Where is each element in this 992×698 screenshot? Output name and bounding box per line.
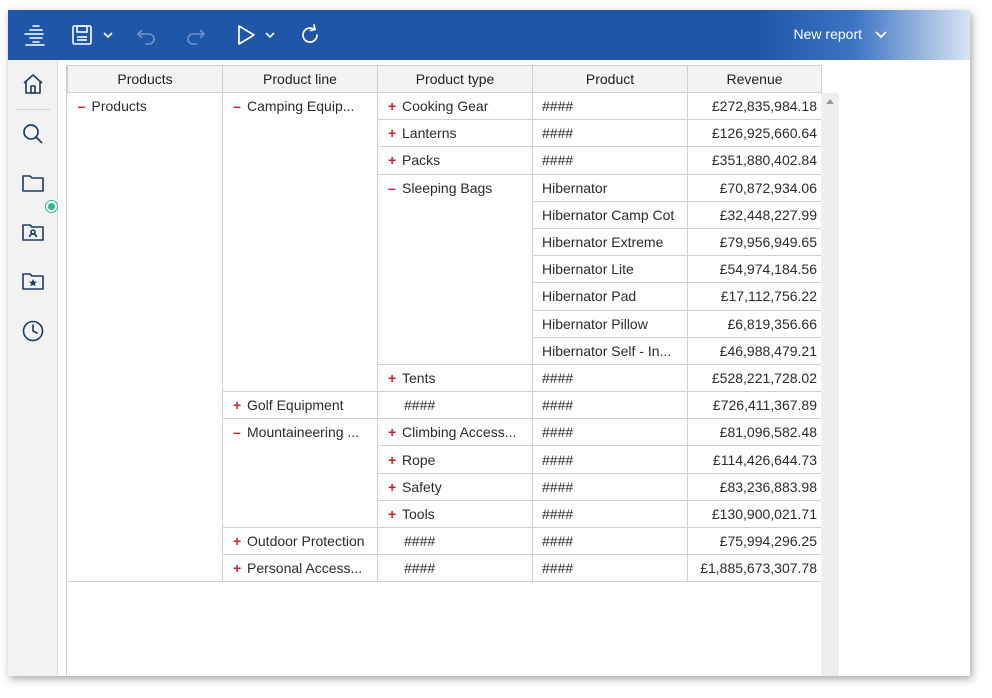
products-cell[interactable]: [68, 93, 223, 582]
product-cell: Hibernator Extreme: [533, 228, 688, 255]
crosstab-container: [66, 65, 838, 676]
product-line-label: Camping Equip...: [247, 98, 355, 114]
product-type-label: Tents: [402, 369, 436, 386]
vertical-scrollbar[interactable]: [821, 93, 839, 676]
product-type-cell[interactable]: [378, 446, 533, 473]
revenue-cell: £54,974,184.56: [688, 256, 822, 283]
product-type-label: Cooking Gear: [402, 98, 489, 115]
folder-icon[interactable]: [20, 170, 46, 196]
revenue-cell: £130,900,021.71: [688, 500, 822, 527]
column-header-revenue[interactable]: Revenue: [688, 66, 822, 93]
product-cell: ####: [533, 120, 688, 147]
table-row: [68, 93, 840, 120]
revenue-cell: £46,988,479.21: [688, 337, 822, 364]
revenue-cell: £272,835,984.18: [688, 93, 822, 120]
header-spacer: [822, 66, 840, 93]
collapse-toggle[interactable]: –: [388, 179, 396, 196]
product-type-cell[interactable]: [378, 120, 533, 147]
revenue-cell: £126,925,660.64: [688, 120, 822, 147]
favorites-folder-icon[interactable]: [20, 268, 46, 294]
product-cell: ####: [533, 392, 688, 419]
product-cell: Hibernator Pad: [533, 283, 688, 310]
product-cell: ####: [533, 446, 688, 473]
product-cell: ####: [533, 500, 688, 527]
product-type-label: Safety: [402, 478, 442, 495]
report-title[interactable]: New report: [793, 26, 862, 42]
product-type-cell[interactable]: [378, 93, 533, 120]
search-icon[interactable]: [20, 121, 46, 147]
product-type-cell[interactable]: [378, 147, 533, 174]
app-window: [8, 10, 970, 676]
product-cell: Hibernator Lite: [533, 256, 688, 283]
menu-icon[interactable]: [20, 21, 48, 49]
revenue-cell: £6,819,356.66: [688, 310, 822, 337]
product-type-label: Climbing Access...: [402, 424, 517, 441]
expand-toggle[interactable]: +: [388, 478, 397, 495]
product-type-cell[interactable]: [378, 473, 533, 500]
revenue-cell: £70,872,934.06: [688, 174, 822, 201]
expand-toggle[interactable]: +: [388, 505, 397, 522]
product-cell: Hibernator Self - In...: [533, 337, 688, 364]
expand-toggle[interactable]: +: [388, 424, 397, 441]
product-type-cell[interactable]: [378, 174, 533, 364]
run-icon[interactable]: [232, 21, 260, 49]
product-type-label: Lanterns: [402, 125, 457, 142]
product-cell: ####: [533, 528, 688, 555]
status-dot-icon: [46, 201, 57, 212]
expand-toggle[interactable]: +: [233, 397, 242, 414]
product-line-cell[interactable]: [223, 528, 378, 555]
product-type-label: Packs: [402, 152, 441, 169]
product-line-label: Golf Equipment: [247, 397, 344, 414]
product-cell: ####: [533, 555, 688, 582]
product-cell: ####: [533, 147, 688, 174]
column-header-product-line[interactable]: Product line: [223, 66, 378, 93]
product-type-cell: ####: [378, 555, 533, 582]
product-type-label: Rope: [402, 451, 436, 468]
product-cell: Hibernator Camp Cot: [533, 201, 688, 228]
product-line-cell[interactable]: [223, 419, 378, 528]
product-line-cell[interactable]: [223, 93, 378, 392]
product-type-cell[interactable]: [378, 364, 533, 391]
revenue-cell: £79,956,949.65: [688, 228, 822, 255]
sidebar-divider: [16, 109, 50, 110]
product-cell: ####: [533, 473, 688, 500]
revenue-cell: £114,426,644.73: [688, 446, 822, 473]
product-cell: Hibernator Pillow: [533, 310, 688, 337]
undo-icon[interactable]: [132, 21, 160, 49]
top-toolbar: [8, 10, 970, 60]
side-navigation: [8, 60, 58, 676]
expand-toggle[interactable]: +: [233, 560, 242, 577]
product-cell: ####: [533, 364, 688, 391]
collapse-toggle[interactable]: –: [233, 424, 241, 441]
product-type-cell[interactable]: [378, 500, 533, 527]
product-type-label: Sleeping Bags: [402, 179, 493, 196]
revenue-cell: £32,448,227.99: [688, 201, 822, 228]
revenue-cell: £528,221,728.02: [688, 364, 822, 391]
revenue-cell: £351,880,402.84: [688, 147, 822, 174]
product-line-cell[interactable]: [223, 392, 378, 419]
product-cell: ####: [533, 419, 688, 446]
product-type-cell[interactable]: [378, 419, 533, 446]
refresh-icon[interactable]: [296, 21, 324, 49]
revenue-cell: £81,096,582.48: [688, 419, 822, 446]
revenue-cell: £726,411,367.89: [688, 392, 822, 419]
expand-toggle[interactable]: +: [388, 98, 397, 115]
products-label: Products: [91, 98, 147, 114]
revenue-cell: £1,885,673,307.78: [688, 555, 822, 582]
report-menu-chevron-icon[interactable]: [874, 28, 888, 42]
revenue-cell: £83,236,883.98: [688, 473, 822, 500]
column-header-products[interactable]: Products: [68, 66, 223, 93]
product-cell: Hibernator: [533, 174, 688, 201]
run-dropdown-chevron-icon[interactable]: [264, 29, 276, 41]
crosstab-table: [67, 65, 840, 582]
report-canvas: [66, 65, 970, 676]
product-type-cell: ####: [378, 392, 533, 419]
product-cell: ####: [533, 93, 688, 120]
save-dropdown-chevron-icon[interactable]: [102, 29, 114, 41]
product-line-label: Mountaineering ...: [247, 424, 360, 441]
column-header-product[interactable]: Product: [533, 66, 688, 93]
collapse-toggle[interactable]: –: [233, 98, 241, 114]
home-icon[interactable]: [20, 71, 46, 97]
product-type-label: Tools: [402, 505, 435, 522]
product-line-cell[interactable]: [223, 555, 378, 582]
expand-toggle[interactable]: +: [388, 369, 397, 386]
scroll-up-arrow-icon[interactable]: [826, 99, 834, 104]
revenue-cell: £75,994,296.25: [688, 528, 822, 555]
revenue-cell: £17,112,756.22: [688, 283, 822, 310]
product-line-label: Outdoor Protection: [247, 533, 365, 550]
recent-icon[interactable]: [20, 318, 46, 344]
expand-toggle[interactable]: +: [233, 533, 242, 550]
expand-toggle[interactable]: +: [388, 152, 397, 169]
collapse-toggle[interactable]: –: [77, 98, 86, 114]
product-line-label: Personal Access...: [247, 560, 363, 577]
expand-toggle[interactable]: +: [388, 451, 397, 468]
team-folder-icon[interactable]: [20, 219, 46, 245]
header-row: [68, 66, 840, 93]
expand-toggle[interactable]: +: [388, 125, 397, 142]
save-icon[interactable]: [68, 21, 96, 49]
column-header-product-type[interactable]: Product type: [378, 66, 533, 93]
product-type-cell: ####: [378, 528, 533, 555]
redo-icon[interactable]: [182, 21, 210, 49]
